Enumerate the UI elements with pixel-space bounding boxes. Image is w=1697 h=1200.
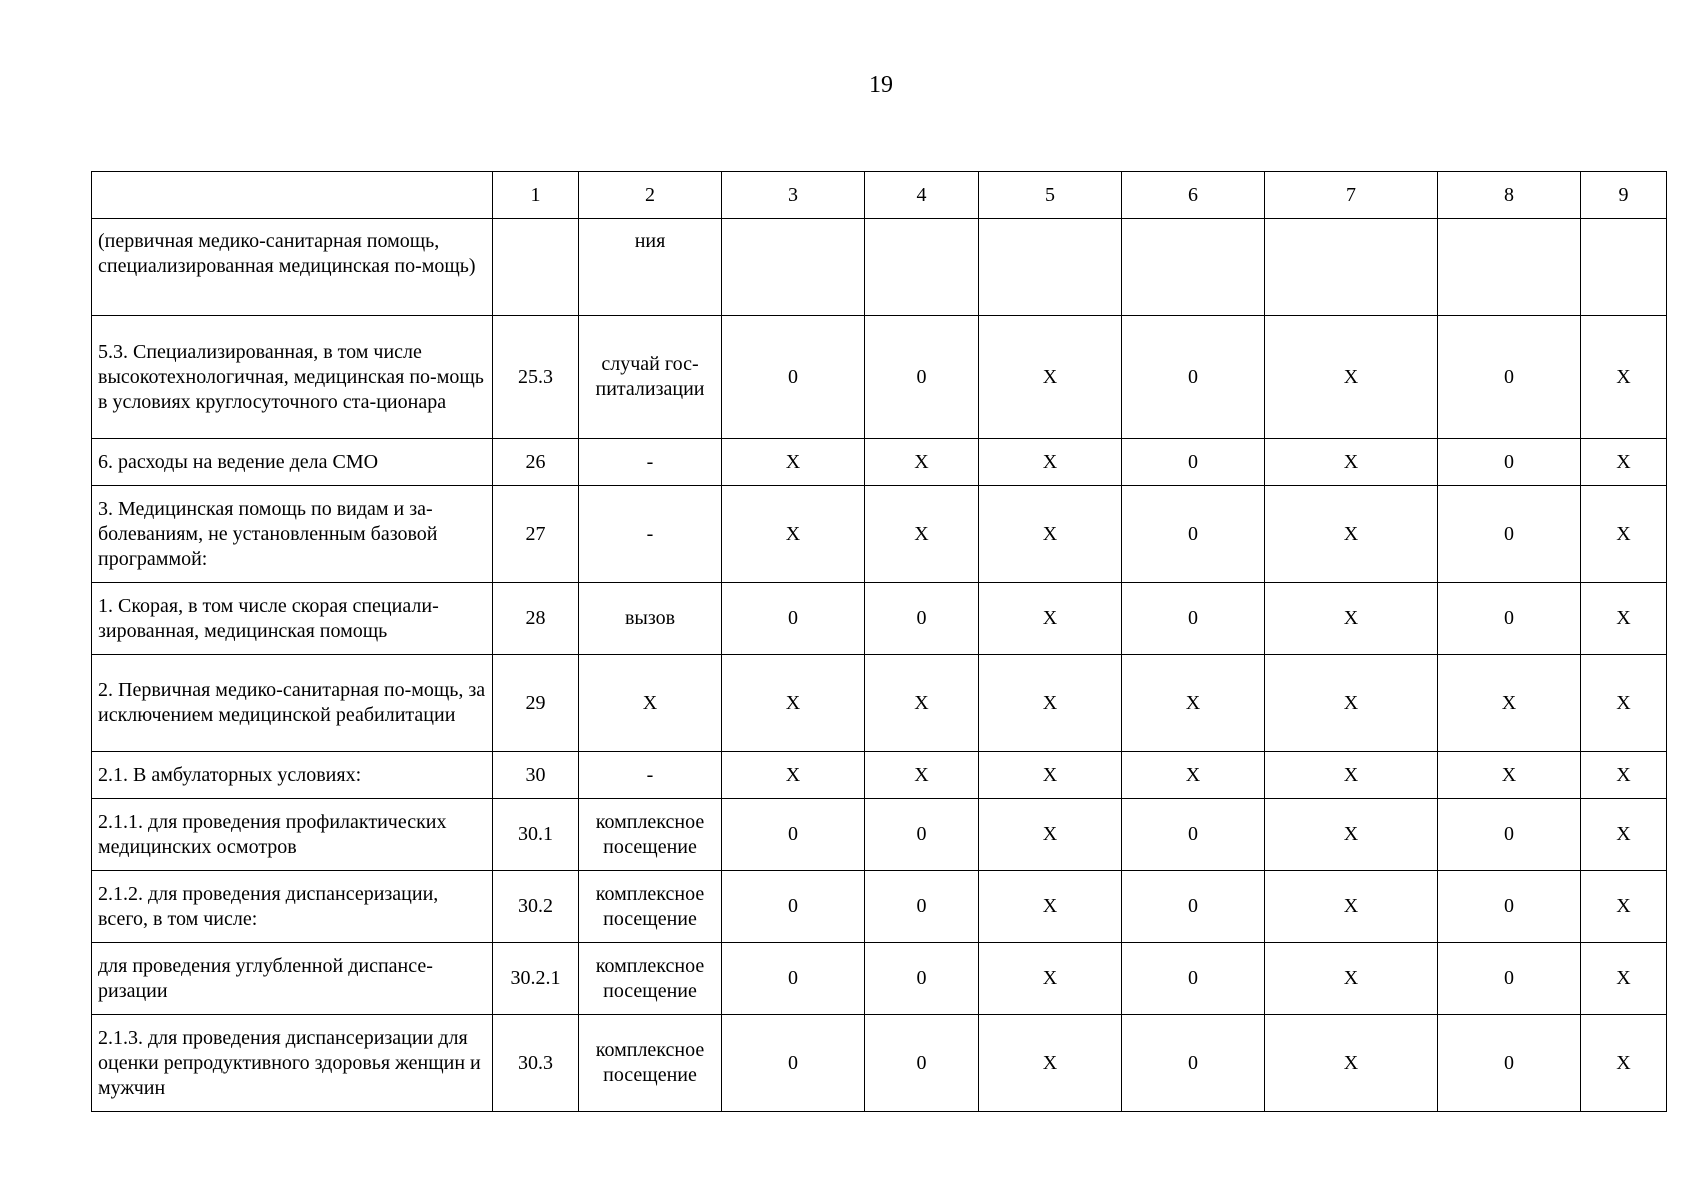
data-table <box>91 171 1667 1112</box>
table-cell: 0 <box>1438 1015 1581 1112</box>
table-cell: комплексное посещение <box>579 871 722 943</box>
table-cell: 0 <box>722 943 865 1015</box>
table-cell: X <box>979 943 1122 1015</box>
table-cell: 0 <box>1122 486 1265 583</box>
table-cell: 29 <box>493 655 579 752</box>
row-description-cell: 6. расходы на ведение дела СМО <box>92 439 493 486</box>
table-cell: 0 <box>1438 871 1581 943</box>
row-description-cell: 3. Медицинская помощь по видам и за-болеваниям, не установленным базовой программой: <box>92 486 493 583</box>
table-cell: X <box>865 486 979 583</box>
table-cell: X <box>1265 316 1438 439</box>
table-cell: - <box>579 439 722 486</box>
table-cell: X <box>1581 486 1667 583</box>
table-cell: 0 <box>1438 583 1581 655</box>
table-cell: - <box>579 486 722 583</box>
table-cell: вызов <box>579 583 722 655</box>
table-cell: X <box>1438 752 1581 799</box>
table-cell: X <box>979 1015 1122 1112</box>
table-cell: комплексное посещение <box>579 1015 722 1112</box>
table-cell: 0 <box>865 871 979 943</box>
row-description-cell: 5.3. Специализированная, в том числе высокотехнологичная, медицинская по-мощь в условиях круглосуточного ста-ционара <box>92 316 493 439</box>
table-cell: X <box>1265 486 1438 583</box>
table-cell: 30.2 <box>493 871 579 943</box>
header-cell: 2 <box>579 172 722 219</box>
table-cell: X <box>722 655 865 752</box>
table-cell: X <box>1581 871 1667 943</box>
table-cell <box>1438 219 1581 316</box>
row-description-cell: 2. Первичная медико-санитарная по-мощь, за исключением медицинской реабилитации <box>92 655 493 752</box>
table-row <box>92 316 1667 439</box>
table-cell: 26 <box>493 439 579 486</box>
header-cell: 9 <box>1581 172 1667 219</box>
table-row <box>92 943 1667 1015</box>
table-cell: 0 <box>722 871 865 943</box>
table-cell: 0 <box>1122 871 1265 943</box>
table-cell: 0 <box>722 799 865 871</box>
table-cell: 0 <box>1122 583 1265 655</box>
row-description-cell: 1. Скорая, в том числе скорая специали-зированная, медицинская помощь <box>92 583 493 655</box>
table-cell: X <box>1581 583 1667 655</box>
header-cell: 7 <box>1265 172 1438 219</box>
table-cell: X <box>865 439 979 486</box>
table-cell <box>865 219 979 316</box>
table-cell: X <box>722 439 865 486</box>
header-cell: 8 <box>1438 172 1581 219</box>
table-cell: 0 <box>1438 316 1581 439</box>
table-row <box>92 799 1667 871</box>
row-description-cell: 2.1.2. для проведения диспансеризации, всего, в том числе: <box>92 871 493 943</box>
table-cell: X <box>1265 943 1438 1015</box>
table-row <box>92 439 1667 486</box>
table-cell: 0 <box>865 583 979 655</box>
table-cell: X <box>1122 655 1265 752</box>
table-cell: 0 <box>1122 943 1265 1015</box>
header-cell: 4 <box>865 172 979 219</box>
table-cell <box>722 219 865 316</box>
header-cell: 5 <box>979 172 1122 219</box>
table-cell: 28 <box>493 583 579 655</box>
table-cell: X <box>1265 655 1438 752</box>
table-row <box>92 486 1667 583</box>
table-cell <box>979 219 1122 316</box>
row-description-cell: для проведения углубленной диспансе-ризации <box>92 943 493 1015</box>
table-cell: X <box>1265 752 1438 799</box>
table-cell: 0 <box>1122 439 1265 486</box>
table-cell: X <box>979 871 1122 943</box>
row-description-cell: 2.1.3. для проведения диспансеризации для оценки репродуктивного здоровья женщин и мужчин <box>92 1015 493 1112</box>
table-cell: X <box>1438 655 1581 752</box>
table-header-row <box>92 172 1667 219</box>
table-cell: 30.3 <box>493 1015 579 1112</box>
table-cell: 30.1 <box>493 799 579 871</box>
row-description-cell: 2.1. В амбулаторных условиях: <box>92 752 493 799</box>
table-cell: 0 <box>865 799 979 871</box>
table-cell: 0 <box>865 316 979 439</box>
table-cell: 30 <box>493 752 579 799</box>
table-cell <box>1122 219 1265 316</box>
table-cell: 0 <box>865 1015 979 1112</box>
table-cell: комплексное посещение <box>579 943 722 1015</box>
table-cell: ния <box>579 219 722 316</box>
table-cell: 0 <box>1438 943 1581 1015</box>
table-cell: X <box>1581 439 1667 486</box>
table-cell: 30.2.1 <box>493 943 579 1015</box>
table-cell: 0 <box>722 583 865 655</box>
table-cell: 0 <box>722 1015 865 1112</box>
table-row <box>92 219 1667 316</box>
table-cell: X <box>979 316 1122 439</box>
table-cell: X <box>579 655 722 752</box>
header-cell: 6 <box>1122 172 1265 219</box>
table-cell: 27 <box>493 486 579 583</box>
table-cell <box>1265 219 1438 316</box>
table-cell: X <box>1265 583 1438 655</box>
table-cell: X <box>865 655 979 752</box>
table-cell: 0 <box>1438 439 1581 486</box>
table-cell: 0 <box>1438 799 1581 871</box>
row-description-cell: 2.1.1. для проведения профилактических медицинских осмотров <box>92 799 493 871</box>
table-cell: X <box>979 439 1122 486</box>
table-cell: 0 <box>722 316 865 439</box>
table-cell: - <box>579 752 722 799</box>
table-cell: X <box>979 486 1122 583</box>
table-cell: X <box>979 583 1122 655</box>
table-row <box>92 583 1667 655</box>
table-row <box>92 752 1667 799</box>
table-cell: X <box>1265 799 1438 871</box>
table-cell: X <box>1581 1015 1667 1112</box>
header-cell <box>92 172 493 219</box>
table-cell: комплексное посещение <box>579 799 722 871</box>
table-cell: X <box>1122 752 1265 799</box>
table-row <box>92 1015 1667 1112</box>
table-cell: X <box>979 655 1122 752</box>
table-cell: X <box>1265 1015 1438 1112</box>
row-description-cell: (первичная медико-санитарная помощь, специализированная медицинская по-мощь) <box>92 219 493 316</box>
table-cell: X <box>722 486 865 583</box>
table-cell <box>1581 219 1667 316</box>
header-cell: 3 <box>722 172 865 219</box>
table-cell: X <box>1265 871 1438 943</box>
table-cell: X <box>979 752 1122 799</box>
table-cell: 0 <box>1122 1015 1265 1112</box>
table-cell: X <box>1581 752 1667 799</box>
table-cell: X <box>979 799 1122 871</box>
table-cell: случай гос-питализации <box>579 316 722 439</box>
table-cell: 0 <box>1122 316 1265 439</box>
table-cell: X <box>1581 799 1667 871</box>
table-cell: X <box>722 752 865 799</box>
table-row <box>92 655 1667 752</box>
table-row <box>92 871 1667 943</box>
table-cell: 0 <box>1122 799 1265 871</box>
page-number: 19 <box>869 72 893 98</box>
table-cell: 0 <box>1438 486 1581 583</box>
header-cell: 1 <box>493 172 579 219</box>
table-cell: 0 <box>865 943 979 1015</box>
table-cell: X <box>865 752 979 799</box>
table-cell: 25.3 <box>493 316 579 439</box>
table-cell: X <box>1581 655 1667 752</box>
table-cell: X <box>1265 439 1438 486</box>
table-cell: X <box>1581 943 1667 1015</box>
table-cell <box>493 219 579 316</box>
table-cell: X <box>1581 316 1667 439</box>
